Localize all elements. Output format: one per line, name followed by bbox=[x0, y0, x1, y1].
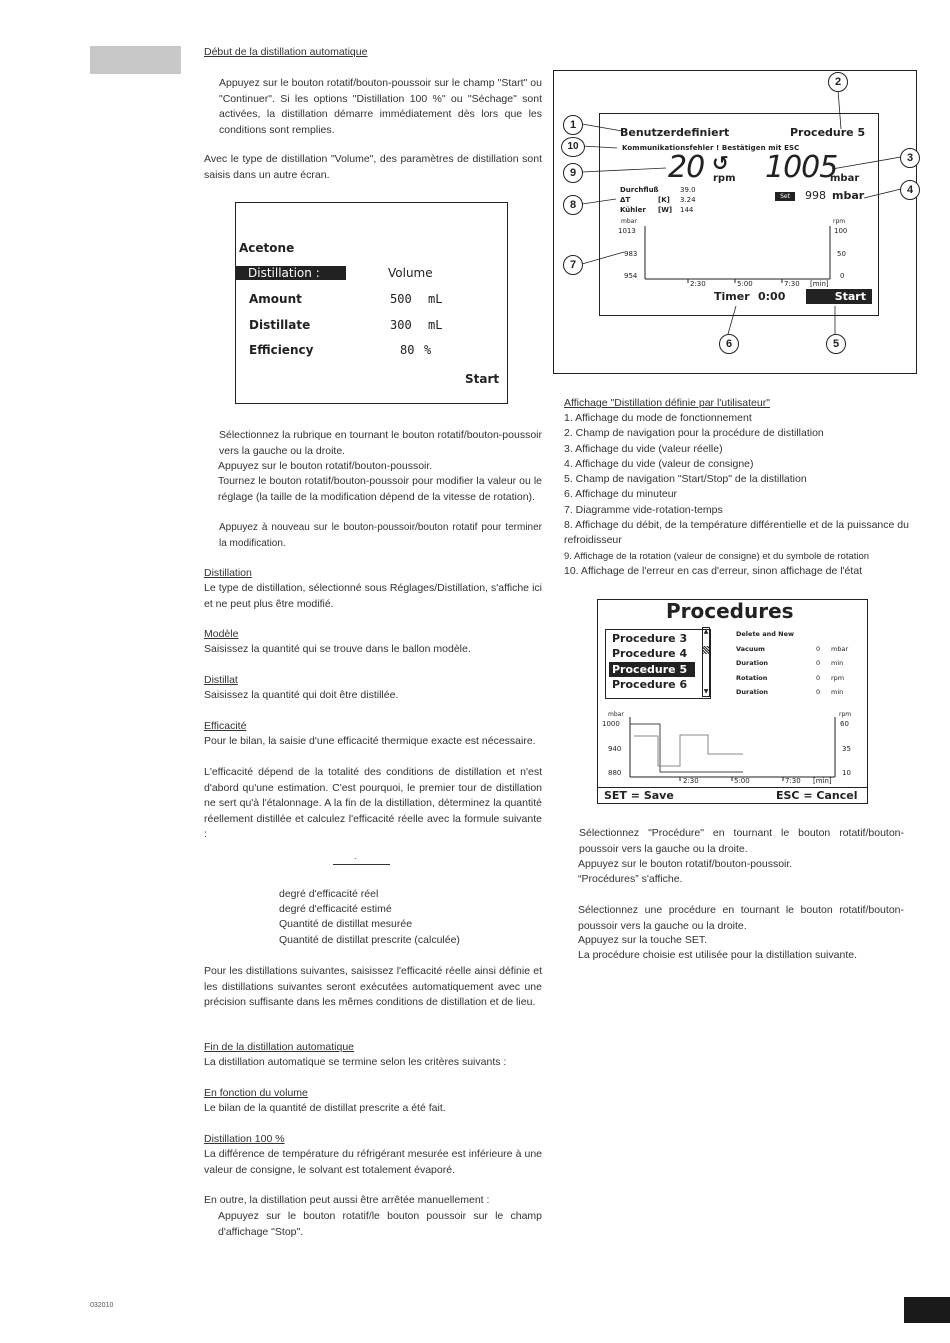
procedure-item[interactable]: Procedure 6 bbox=[612, 678, 688, 691]
rotation-symbol-icon: ↺ bbox=[712, 151, 729, 175]
y-right-tick-3: 0 bbox=[840, 272, 845, 280]
step-3: Tournez le bouton rotatif/bouton-poussoir pour modifier la valeur ou le réglage (la taille de la modification dépend de la vitesse de rotation). bbox=[218, 475, 542, 503]
x-unit: [min] bbox=[813, 777, 832, 785]
vacuum-set-unit: mbar bbox=[832, 189, 865, 202]
param-value[interactable]: 0 bbox=[816, 688, 821, 696]
param-value[interactable]: 0 bbox=[816, 674, 821, 682]
legend-item: 7. Diagramme vide-rotation-temps bbox=[564, 503, 723, 516]
procedures-title: Procedures bbox=[666, 599, 794, 623]
paragraph-efficacite-1: Pour le bilan, la saisie d'une efficacité thermique exacte est nécessaire. bbox=[204, 735, 536, 747]
y-left-tick-1: 1013 bbox=[618, 227, 636, 235]
distillation-value: Volume bbox=[388, 266, 433, 280]
paragraph-distillation-100: La différence de température du réfrigérant mesurée est inférieure à une valeur de consigne, le solvant est totalement évaporé. bbox=[204, 1148, 542, 1176]
callout-5: 5 bbox=[826, 334, 846, 354]
procedure-field[interactable]: Procedure 5 bbox=[790, 126, 866, 139]
paragraph-distillat: Saisissez la quantité qui doit être distillée. bbox=[204, 689, 399, 701]
paragraph-start: Appuyez sur le bouton rotatif/bouton-poussoir sur le champ "Start" ou "Continuer". Si les options "Distillation 100 %" ou "Séchage" sont activées, la distillation démarre immédiatement dès lors que les conditions sont remplies. bbox=[219, 77, 542, 136]
legend-item: 6. Affichage du minuteur bbox=[564, 488, 678, 501]
amount-value[interactable]: 500 bbox=[390, 292, 412, 306]
paragraph-suivantes: Pour les distillations suivantes, saisissez l'efficacité réelle ainsi définie et les distillations suivantes seront exécutées automatiquement avec une précision suffisante dans les mêmes conditions de distillation et de lieu. bbox=[204, 965, 542, 1008]
paragraph-modele: Saisissez la quantité qui se trouve dans le ballon modèle. bbox=[204, 643, 471, 655]
param-unit: min bbox=[831, 688, 844, 696]
param-unit: min bbox=[831, 659, 844, 667]
amount-unit: mL bbox=[428, 292, 443, 306]
y-left-tick-2: 983 bbox=[624, 250, 638, 258]
paragraph-efficacite-2: L'efficacité dépend de la totalité des conditions de distillation et n'est d'abord qu'une estimation. C'est pourquoi, le premier tour de distillation ne sert qu'à l'étalonnage. A la fin de la distillation, déterminez la quantité réellement distillée et calculez l'efficacité réelle avec la formule suivante : bbox=[204, 766, 542, 840]
distillate-value[interactable]: 300 bbox=[390, 318, 412, 332]
x-unit: [min] bbox=[810, 280, 829, 288]
callout-2: 2 bbox=[828, 72, 848, 92]
paragraph-en-fonction-volume: Le bilan de la quantité de distillat prescrite a été fait. bbox=[204, 1102, 446, 1114]
scroll-down-icon[interactable]: ▼ bbox=[703, 688, 709, 695]
set-badge: Set bbox=[775, 192, 795, 201]
param-label: Vacuum bbox=[736, 645, 765, 653]
delta-t-value: 3.24 bbox=[680, 196, 696, 204]
chapter-tab bbox=[90, 46, 181, 74]
legend-item: 3. Affichage du vide (valeur réelle) bbox=[564, 442, 723, 455]
start-button[interactable]: Start bbox=[465, 372, 500, 386]
heading-fin: Fin de la distillation automatique bbox=[204, 1041, 355, 1053]
y-left-tick-3: 954 bbox=[624, 272, 638, 280]
step-4: Appuyez à nouveau sur le bouton-poussoir/bouton rotatif pour terminer la modification. bbox=[219, 522, 542, 549]
right-step-3: “Procédures” s'affiche. bbox=[578, 873, 683, 885]
step-1: Sélectionnez la rubrique en tournant le bouton rotatif/bouton-poussoir vers la gauche ou la droite. bbox=[219, 429, 542, 457]
display-figure bbox=[553, 70, 917, 374]
volume-screen bbox=[235, 202, 508, 404]
delta-t-unit: [K] bbox=[658, 196, 670, 204]
footer-divider bbox=[598, 787, 867, 788]
param-unit: rpm bbox=[831, 674, 845, 682]
callout-10: 10 bbox=[561, 137, 585, 157]
procedure-profile-chart bbox=[598, 600, 867, 803]
distillate-label: Distillate bbox=[249, 318, 311, 332]
error-status: Kommunikationsfehler ! Bestätigen mit ESC bbox=[622, 144, 800, 152]
legend-item: 4. Affichage du vide (valeur de consigne) bbox=[564, 457, 754, 470]
callout-9: 9 bbox=[563, 163, 583, 183]
vacuum-actual-unit: mbar bbox=[830, 173, 860, 184]
callout-7: 7 bbox=[563, 255, 583, 275]
y-left-tick-3: 880 bbox=[608, 769, 622, 777]
y-right-tick-3: 10 bbox=[842, 769, 851, 777]
y-left-tick-2: 940 bbox=[608, 745, 622, 753]
def-4: Quantité de distillat prescrite (calculée) bbox=[279, 934, 460, 946]
distillate-unit: mL bbox=[428, 318, 443, 332]
timer-label: Timer bbox=[714, 290, 750, 303]
procedure-item[interactable]: Procedure 4 bbox=[612, 647, 688, 660]
right-step-2: Appuyez sur le bouton rotatif/bouton-poussoir. bbox=[578, 858, 793, 870]
callout-1: 1 bbox=[563, 115, 583, 135]
rotation-profile-line bbox=[634, 735, 743, 766]
efficiency-unit: % bbox=[424, 343, 432, 357]
formula-dot: . bbox=[354, 851, 357, 861]
param-unit: mbar bbox=[831, 645, 849, 653]
def-2: degré d'efficacité estimé bbox=[279, 903, 392, 915]
paragraph-distillation: Le type de distillation, sélectionné sous Réglages/Distillation, s'affiche ici et ne peut plus être modifié. bbox=[204, 582, 542, 610]
right-step-5: Appuyez sur la touche SET. bbox=[578, 934, 707, 946]
amount-label: Amount bbox=[249, 292, 302, 306]
paragraph-stop: Appuyez sur le bouton rotatif/le bouton poussoir sur le champ d'affichage "Stop". bbox=[218, 1210, 542, 1238]
efficiency-value[interactable]: 80 bbox=[400, 343, 415, 357]
y-right-tick-2: 50 bbox=[837, 250, 846, 258]
formula-fraction-line bbox=[333, 864, 390, 865]
callout-6: 6 bbox=[719, 334, 739, 354]
right-step-1: Sélectionnez "Procédure" en tournant le bouton rotatif/bouton-poussoir vers la gauche ou la droite. bbox=[579, 827, 904, 855]
start-stop-button[interactable]: Start bbox=[806, 289, 872, 304]
heading-distillation: Distillation bbox=[204, 567, 252, 579]
y-right-tick-1: 100 bbox=[834, 227, 848, 235]
right-step-4: Sélectionnez une procédure en tournant le bouton rotatif/bouton-poussoir vers la gauche ou la droite. bbox=[578, 904, 904, 932]
legend-item: 1. Affichage du mode de fonctionnement bbox=[564, 412, 752, 424]
callout-3: 3 bbox=[900, 148, 920, 168]
kuehler-unit: [W] bbox=[658, 206, 673, 214]
y-right-unit: rpm bbox=[833, 218, 846, 225]
heading-modele: Modèle bbox=[204, 628, 239, 640]
x-tick-1: 2:30 bbox=[690, 280, 706, 288]
scroll-up-icon[interactable]: ▲ bbox=[703, 628, 709, 635]
paragraph-fin: La distillation automatique se termine selon les critères suivants : bbox=[204, 1056, 507, 1068]
durchfluss-label: Durchfluß bbox=[620, 186, 659, 194]
screen1-title: Acetone bbox=[239, 241, 295, 255]
procedure-item[interactable]: Procedure 3 bbox=[612, 632, 688, 645]
legend-heading: Affichage "Distillation définie par l'utilisateur" bbox=[564, 397, 770, 409]
delta-t-label: ΔT bbox=[620, 196, 631, 204]
page-tab bbox=[904, 1297, 950, 1323]
efficiency-label: Efficiency bbox=[249, 343, 314, 357]
x-tick-3: 7:30 bbox=[784, 280, 800, 288]
heading-en-fonction-volume: En fonction du volume bbox=[204, 1087, 308, 1099]
y-right-tick-1: 60 bbox=[840, 720, 849, 728]
kuehler-value: 144 bbox=[680, 206, 694, 214]
rpm-unit: rpm bbox=[713, 173, 736, 184]
legend-item: 8. Affichage du débit, de la température différentielle et de la puissance du refroidisseur bbox=[564, 519, 909, 547]
legend-list bbox=[564, 411, 909, 579]
x-tick-3: 7:30 bbox=[785, 777, 801, 785]
param-label: Duration bbox=[736, 659, 769, 667]
distillation-field[interactable]: Distillation : bbox=[236, 266, 346, 280]
param-label: Rotation bbox=[736, 674, 768, 682]
legend-item: 10. Affichage de l'erreur en cas d'erreur, sinon affichage de l'état bbox=[564, 564, 863, 577]
param-label: Duration bbox=[736, 688, 769, 696]
callout-4: 4 bbox=[900, 180, 920, 200]
param-value[interactable]: 0 bbox=[816, 659, 821, 667]
legend-item: 2. Champ de navigation pour la procédure de distillation bbox=[564, 427, 824, 440]
kuehler-label: Kühler bbox=[620, 206, 646, 214]
rpm-value: 20 bbox=[668, 150, 705, 185]
heading-start: Début de la distillation automatique bbox=[204, 46, 368, 58]
timer-value: 0:00 bbox=[758, 290, 786, 303]
mode-title: Benutzerdefiniert bbox=[620, 126, 730, 139]
paragraph-volume: Avec le type de distillation "Volume", des paramètres de distillation sont saisis dans un autre écran. bbox=[204, 153, 542, 181]
vacuum-actual-value: 1005 bbox=[765, 150, 838, 185]
def-3: Quantité de distillat mesurée bbox=[279, 918, 413, 930]
x-tick-2: 5:00 bbox=[734, 777, 750, 785]
vacuum-profile-line bbox=[630, 724, 743, 772]
param-value[interactable]: 0 bbox=[816, 645, 821, 653]
heading-efficacite: Efficacité bbox=[204, 720, 247, 732]
heading-distillat: Distillat bbox=[204, 674, 238, 686]
footer-code: 032010 bbox=[90, 1302, 114, 1309]
paragraph-manuel: En outre, la distillation peut aussi être arrêtée manuellement : bbox=[204, 1194, 490, 1206]
x-tick-2: 5:00 bbox=[737, 280, 753, 288]
y-left-tick-1: 1000 bbox=[602, 720, 620, 728]
legend-item: 5. Champ de navigation "Start/Stop" de la distillation bbox=[564, 473, 807, 486]
y-left-unit: mbar bbox=[621, 218, 637, 225]
def-1: degré d'efficacité réel bbox=[279, 888, 379, 900]
heading-distillation-100: Distillation 100 % bbox=[204, 1133, 285, 1145]
procedures-screen bbox=[597, 599, 868, 804]
set-save-button[interactable]: SET = Save bbox=[604, 789, 674, 802]
step-2: Appuyez sur le bouton rotatif/bouton-poussoir. bbox=[218, 460, 433, 472]
y-left-unit: mbar bbox=[608, 711, 624, 718]
delete-new-menu[interactable]: Delete and New bbox=[736, 630, 795, 638]
callout-8: 8 bbox=[563, 195, 583, 215]
y-right-tick-2: 35 bbox=[842, 745, 851, 753]
durchfluss-value: 39.0 bbox=[680, 186, 696, 194]
right-step-6: La procédure choisie est utilisée pour la distillation suivante. bbox=[578, 949, 857, 961]
callout-lines bbox=[554, 71, 916, 373]
vacuum-set-value: 998 bbox=[805, 189, 826, 202]
procedure-item-selected[interactable]: Procedure 5 bbox=[609, 662, 695, 677]
esc-cancel-button[interactable]: ESC = Cancel bbox=[776, 789, 858, 802]
y-right-unit: rpm bbox=[839, 711, 852, 718]
x-tick-1: 2:30 bbox=[683, 777, 699, 785]
legend-item: 9. Affichage de la rotation (valeur de consigne) et du symbole de rotation bbox=[564, 550, 870, 562]
